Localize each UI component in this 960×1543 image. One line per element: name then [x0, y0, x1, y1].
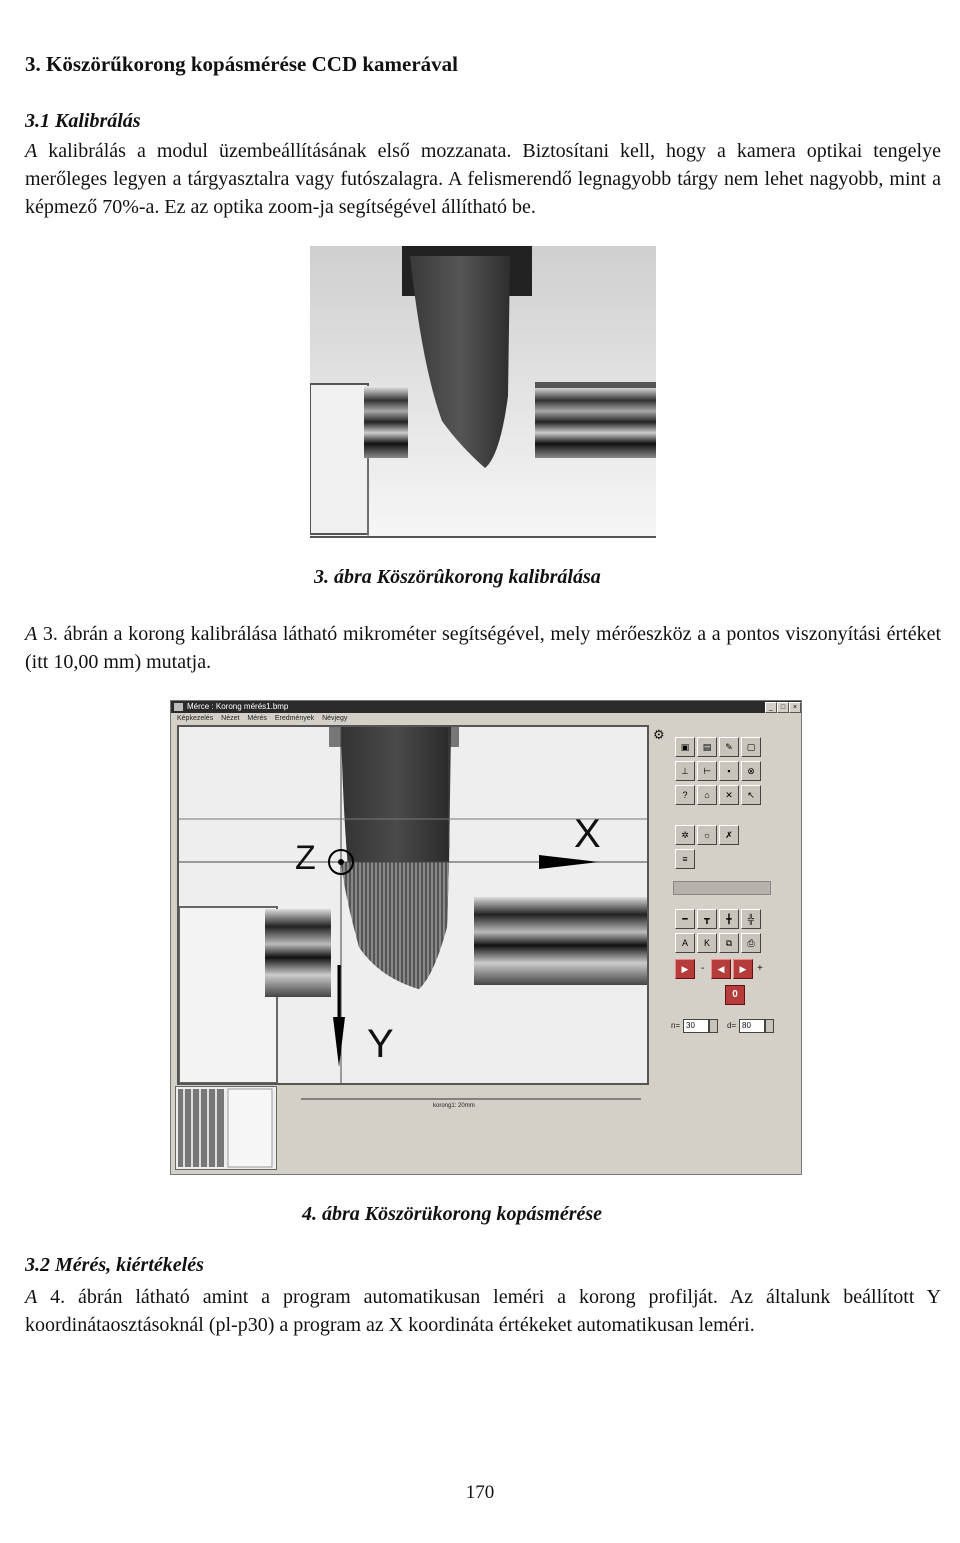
paragraph-lead-letter: A — [25, 140, 38, 162]
section-1-paragraph — [25, 137, 941, 221]
tool-measure-icon[interactable]: ⊥ — [675, 761, 695, 781]
thumbnail-strip[interactable] — [175, 1086, 277, 1170]
step-forward-icon[interactable]: ▶ — [733, 959, 753, 979]
figure-4-app-window — [170, 700, 802, 1175]
axis-z-label: Z — [295, 839, 316, 877]
measurement-ruler — [301, 1095, 641, 1103]
tool-star-icon[interactable]: ✲ — [675, 825, 695, 845]
tool-cross-icon[interactable]: ╋ — [719, 909, 739, 929]
menu-item[interactable]: Eredmények — [274, 715, 315, 722]
tool-new-icon[interactable]: ▢ — [741, 737, 761, 757]
section-2-paragraph — [25, 1283, 941, 1339]
tool-line-icon[interactable]: ━ — [675, 909, 695, 929]
paragraph-lead-letter: A — [25, 623, 38, 645]
tool-copy-icon[interactable]: ⧉ — [719, 933, 739, 953]
tool-grid-icon[interactable]: ╬ — [741, 909, 761, 929]
paragraph-2 — [25, 620, 941, 676]
chapter-heading: 3. Köszörűkorong kopásmérése CCD kamerával — [25, 52, 459, 76]
tool-sun-icon[interactable]: ☼ — [697, 825, 717, 845]
menu-item[interactable]: Névjegy — [322, 715, 348, 722]
maximize-icon[interactable]: □ — [777, 702, 789, 713]
tool-print-icon[interactable]: ⎙ — [741, 933, 761, 953]
field-n-spinner[interactable] — [709, 1019, 718, 1033]
field-d-label: d= — [727, 1021, 737, 1030]
image-viewport[interactable] — [177, 725, 649, 1085]
figure-3-image — [310, 246, 656, 538]
field-d-input[interactable]: 80 — [739, 1019, 765, 1033]
paragraph-text: kalibrálás a modul üzembeállításának első mozzanata. Biztosítani kell, hogy a kamera optikai tengelye merőleges legyen a tárgyasztalra vagy futószalagra. A felismerendő legnagyobb tárgy nem lehet nagyobb, mint a képmező 70%-a. Ez az optika zoom-ja segítségével állítható be. — [25, 140, 941, 218]
tool-a-icon[interactable]: A — [675, 933, 695, 953]
tool-pointer-icon[interactable]: ↖ — [741, 785, 761, 805]
tool-open-icon[interactable]: ▣ — [675, 737, 695, 757]
figure-4-caption: 4. ábra Köszörükorong kopásmérése — [302, 1203, 603, 1225]
menu-item[interactable]: Nézet — [221, 715, 240, 722]
menu-item[interactable]: Mérés — [247, 715, 267, 722]
tool-distance-icon[interactable]: ⊢ — [697, 761, 717, 781]
settings-icon[interactable]: ⚙ — [653, 727, 665, 742]
axis-x-label: X — [574, 812, 601, 856]
menu-item[interactable]: Képkezelés — [177, 715, 214, 722]
menu-bar — [171, 713, 801, 724]
ruler-label: korong1: 20mm — [433, 1103, 475, 1109]
tool-block-icon[interactable]: ▪ — [719, 761, 739, 781]
tool-t-icon[interactable]: ┳ — [697, 909, 717, 929]
status-bar — [673, 881, 771, 895]
zero-button[interactable]: 0 — [725, 985, 745, 1005]
tool-home-icon[interactable]: ⌂ — [697, 785, 717, 805]
field-n-input[interactable]: 30 — [683, 1019, 709, 1033]
page-number: 170 — [465, 1482, 495, 1503]
app-icon — [174, 703, 183, 711]
section-2-title: 3.2 Mérés, kiértékelés — [25, 1254, 204, 1276]
tool-align-icon[interactable]: ≡ — [675, 849, 695, 869]
paragraph-text: 4. ábrán látható amint a program automatikusan leméri a korong profilját. Az általunk beállított Y koordinátaosztásoknál (pl-p30) a program az X koordináta értékeket automatikusan leméri. — [25, 1286, 942, 1336]
minimize-icon[interactable]: _ — [765, 702, 777, 713]
field-d-spinner[interactable] — [765, 1019, 774, 1033]
tool-help-icon[interactable]: ? — [675, 785, 695, 805]
window-titlebar — [171, 701, 801, 713]
tool-target-icon[interactable]: ⊗ — [741, 761, 761, 781]
close-icon[interactable]: × — [789, 702, 801, 713]
figure-3-caption: 3. ábra Köszörûkorong kalibrálása — [314, 566, 601, 588]
tool-edit-icon[interactable]: ✎ — [719, 737, 739, 757]
paragraph-text: 3. ábrán a korong kalibrálása látható mikrométer segítségével, mely mérőeszköz a a pontos viszonyítási értéket (itt 10,00 mm) mutatja. — [25, 623, 941, 673]
minus-label: - — [701, 963, 705, 974]
paragraph-lead-letter: A — [25, 1286, 38, 1308]
axis-y-label: Y — [367, 1022, 394, 1066]
section-1-title: 3.1 Kalibrálás — [25, 110, 141, 132]
tool-xy-icon[interactable]: ✕ — [719, 785, 739, 805]
window-title: Mérce : Korong mérés1.bmp — [187, 702, 289, 711]
tool-save-icon[interactable]: ▤ — [697, 737, 717, 757]
plus-label: + — [757, 963, 763, 974]
tool-k-icon[interactable]: K — [697, 933, 717, 953]
tool-scale-icon[interactable]: ✗ — [719, 825, 739, 845]
step-back-icon[interactable]: ◀ — [711, 959, 731, 979]
field-n-label: n= — [671, 1021, 681, 1030]
play-icon[interactable]: ▶ — [675, 959, 695, 979]
